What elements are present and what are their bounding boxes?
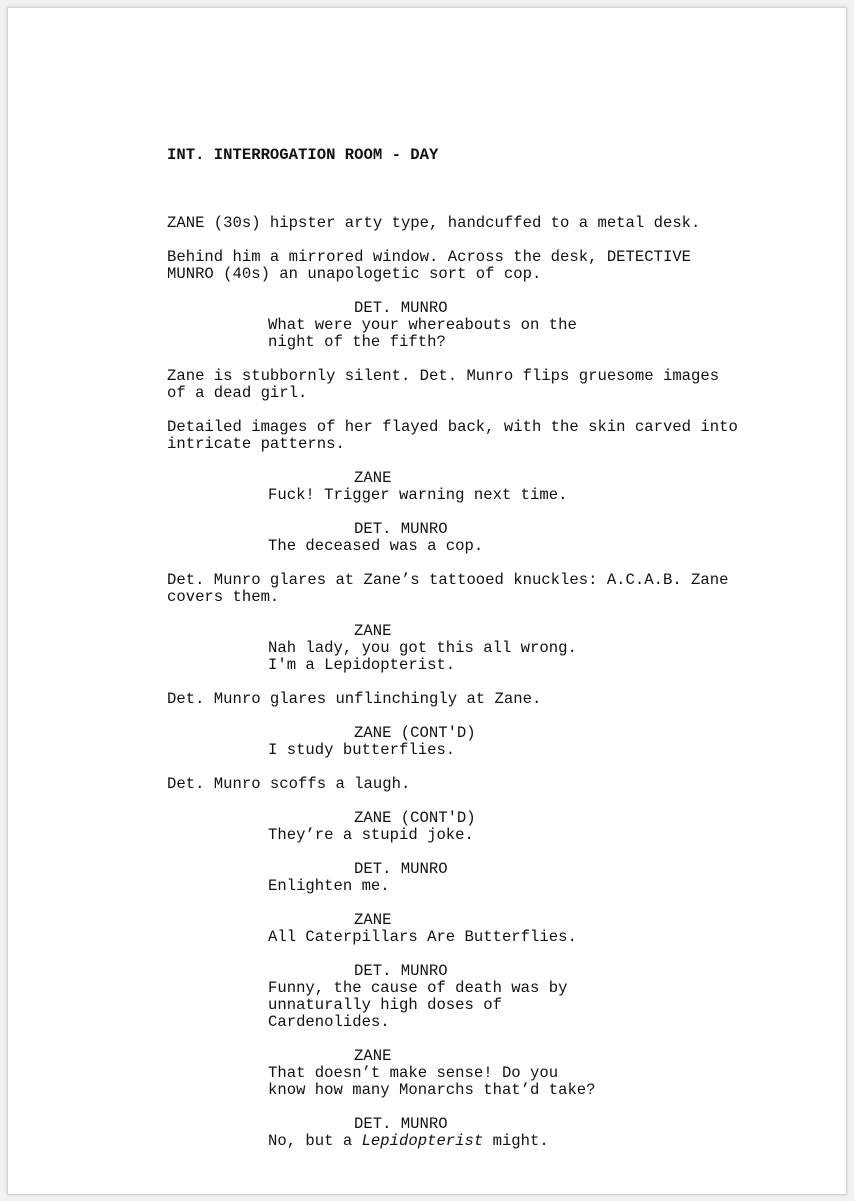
action-line: Det. Munro scoffs a laugh. [167, 775, 411, 793]
action-paragraph [167, 691, 807, 708]
action-paragraph [167, 249, 807, 283]
action-paragraph [167, 776, 807, 793]
screenplay-body [167, 113, 807, 1201]
dialogue-block [167, 623, 807, 674]
dialogue-line: I study butterflies. [268, 741, 456, 759]
character-name: DET. MUNRO [354, 860, 448, 878]
dialogue-block [167, 912, 807, 946]
script-page [7, 7, 847, 1195]
action-paragraph [167, 572, 807, 606]
dialogue-block [167, 725, 807, 759]
action-line: MUNRO (40s) an unapologetic sort of cop. [167, 265, 542, 283]
dialogue-block [167, 963, 807, 1031]
action-line: of a dead girl. [167, 384, 308, 402]
action-line: Behind him a mirrored window. Across the desk, DETECTIVE [167, 248, 692, 266]
dialogue-line: I'm a Lepidopterist. [268, 656, 456, 674]
action-paragraph [167, 419, 807, 453]
character-name: ZANE [354, 622, 392, 640]
script-blocks [167, 215, 807, 1150]
character-name: DET. MUNRO [354, 520, 448, 538]
emphasis-text: Lepidopterist [361, 1132, 484, 1150]
character-name: ZANE [354, 1047, 392, 1065]
character-name: ZANE (CONT'D) [354, 724, 476, 742]
dialogue-line: The deceased was a cop. [268, 537, 484, 555]
dialogue-line: What were your whereabouts on the [268, 316, 577, 334]
action-line: Det. Munro glares unflinchingly at Zane. [167, 690, 542, 708]
dialogue-block [167, 810, 807, 844]
action-line: intricate patterns. [167, 435, 345, 453]
action-line: Detailed images of her flayed back, with the skin carved into [167, 418, 738, 436]
action-paragraph [167, 215, 807, 232]
dialogue-line: unnaturally high doses of [268, 996, 502, 1014]
dialogue-line: No, but a Lepidopterist might. [268, 1132, 549, 1150]
action-paragraph [167, 368, 807, 402]
dialogue-line: Cardenolides. [268, 1013, 390, 1031]
dialogue-block [167, 861, 807, 895]
dialogue-line: Fuck! Trigger warning next time. [268, 486, 568, 504]
character-name: ZANE (CONT'D) [354, 809, 476, 827]
action-line: covers them. [167, 588, 280, 606]
dialogue-line: That doesn’t make sense! Do you [268, 1064, 559, 1082]
dialogue-block [167, 1116, 807, 1150]
action-line: Det. Munro glares at Zane’s tattooed knuckles: A.C.A.B. Zane [167, 571, 729, 589]
dialogue-line: Enlighten me. [268, 877, 390, 895]
dialogue-line: All Caterpillars Are Butterflies. [268, 928, 577, 946]
dialogue-line: Funny, the cause of death was by [268, 979, 568, 997]
character-name: ZANE [354, 469, 392, 487]
action-line: ZANE (30s) hipster arty type, handcuffed to a metal desk. [167, 214, 701, 232]
character-name: DET. MUNRO [354, 299, 448, 317]
dialogue-line: know how many Monarchs that’d take? [268, 1081, 596, 1099]
dialogue-block [167, 1048, 807, 1099]
character-name: DET. MUNRO [354, 962, 448, 980]
dialogue-block [167, 521, 807, 555]
scene-heading: INT. INTERROGATION ROOM - DAY [167, 146, 439, 164]
dialogue-line: Nah lady, you got this all wrong. [268, 639, 577, 657]
dialogue-block [167, 300, 807, 351]
character-name: DET. MUNRO [354, 1115, 448, 1133]
character-name: ZANE [354, 911, 392, 929]
dialogue-line: They’re a stupid joke. [268, 826, 474, 844]
action-line: Zane is stubbornly silent. Det. Munro flips gruesome images [167, 367, 720, 385]
dialogue-line: night of the fifth? [268, 333, 446, 351]
dialogue-block [167, 470, 807, 504]
